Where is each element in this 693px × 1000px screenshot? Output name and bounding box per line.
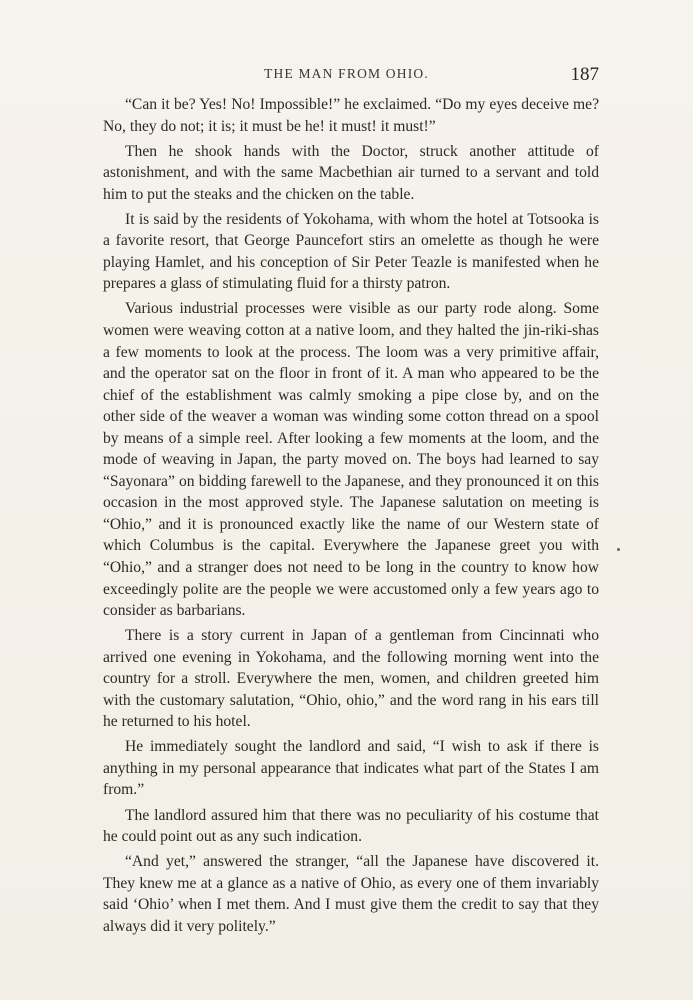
- page-number: 187: [570, 64, 599, 85]
- paragraph: Various industrial processes were visible as our party rode along. Some women were weaving cotton at a native loom, and they halted the jin-riki-shas a few moments to look at the process. The loom was a very primitive affair, and the operator sat on the floor in front of it. A man who appeared to be the chief of the establishment was calmly smoking a pipe close by, and on the other side of the weaver a woman was winding some cotton thread on a spool by means of a simple reel. After looking a few moments at the loom, and the mode of weaving in Japan, the party moved on. The boys had learned to say “Sayonara” on bidding farewell to the Japanese, and they pronounced it on this occasion in the most approved style. The Japanese salutation on meeting is “Ohio,” and it is pronounced exactly like the name of our Western state of which Columbus is the capital. Everywhere the Japanese greet you with “Ohio,” and a stranger does not need to be long in the country to know how exceedingly polite are the people we were accustomed only a few years ago to consider as barbarians.: [103, 300, 599, 620]
- paragraph: He immediately sought the landlord and said, “I wish to ask if there is anything in my personal appearance that indicates what part of the States I am from.”: [103, 738, 599, 799]
- paragraph: “Can it be? Yes! No! Impossible!” he exclaimed. “Do my eyes deceive me? No, they do not; it is; it must be he! it must! it must!”: [103, 96, 599, 135]
- paragraph: The landlord assured him that there was no peculiarity of his costume that he could point out as any such indication.: [103, 806, 599, 846]
- body-text: [103, 94, 599, 941]
- paragraph: Then he shook hands with the Doctor, struck another attitude of astonishment, and with the same Macbethian air turned to a servant and told him to put the steaks and the chicken on the table.: [103, 142, 599, 203]
- running-title: THE MAN FROM OHIO.: [264, 66, 429, 81]
- paragraph: It is said by the residents of Yokohama, with whom the hotel at Totsooka is a favorite resort, that George Pauncefort stirs an omelette as though he were playing Hamlet, and his conception of Sir Peter Teazle is manifested when he prepares a glass of stimulating fluid for a thirsty patron.: [103, 210, 599, 293]
- paragraph: “And yet,” answered the stranger, “all the Japanese have discovered it. They knew me at a glance as a native of Ohio, as every one of them invariably said ‘Ohio’ when I met them. And I must give them the credit to say that they always did it very politely.”: [103, 853, 599, 935]
- running-head: [0, 64, 693, 86]
- paragraph: There is a story current in Japan of a gentleman from Cincinnati who arrived one evening in Yokohama, and the following morning went into the country for a stroll. Everywhere the men, women, and children greeted him with the customary salutation, “Ohio, ohio,” and the word rang in his ears till he returned to his hotel.: [103, 627, 599, 731]
- paper-speck: [617, 548, 620, 551]
